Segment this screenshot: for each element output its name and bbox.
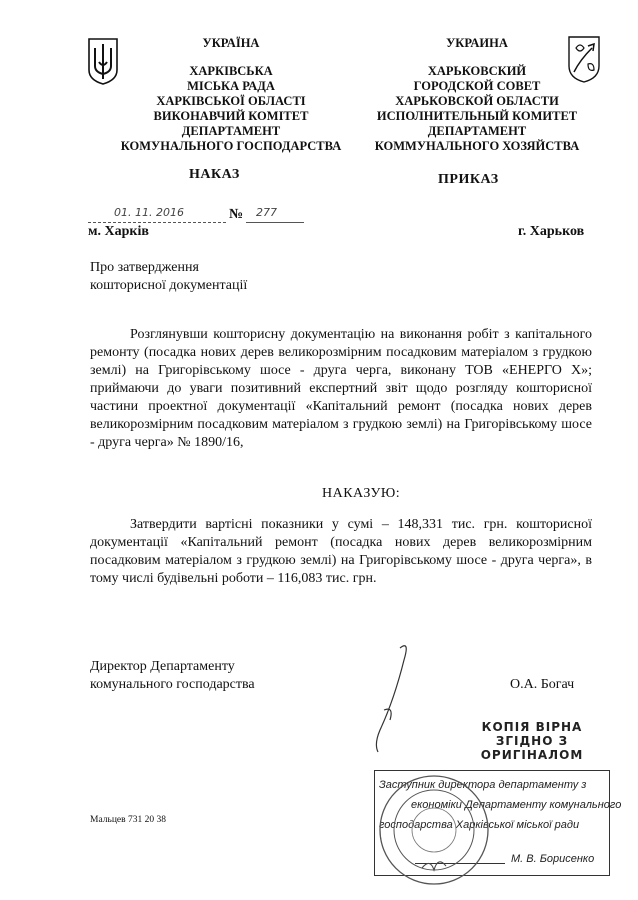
subject-line: Про затвердження xyxy=(90,260,199,275)
city-right: г. Харьков xyxy=(518,224,585,239)
handwritten-signature xyxy=(370,640,450,760)
number-handwritten: 277 xyxy=(256,206,277,219)
doc-type-ua: НАКАЗ xyxy=(189,167,240,182)
header-right xyxy=(362,36,592,154)
signature-position-line: комунального господарства xyxy=(90,677,255,692)
number-sign: № xyxy=(229,207,244,222)
stamp-copy-true xyxy=(474,720,590,762)
body-paragraph-1: Розглянувши кошторисну документацію на виконання робіт з капітального ремонту (посадка нових дерев великорозмірним посадковим матеріалом з грудкою землі) на Григорівському шосе - друга черга, виконану ТОВ «ЕНЕРГО Х»; приймаючи до уваги позитивний експертний звіт щодо розгляду кошторисної частини проектної документації «Капітальний ремонт (посадка нових дерев великорозмірним посадковим матеріалом з грудкою землі) на Григорівському шосе - друга черга» № 1890/16, xyxy=(90,327,592,450)
stamp-certification-line: Заступник директора департаменту з xyxy=(379,779,587,791)
header-right-line: ГОРОДСКОЙ СОВЕТ xyxy=(413,79,541,93)
signature-position xyxy=(90,658,255,694)
stamp-copy-line: ОРИГІНАЛОМ xyxy=(480,748,584,762)
round-seal-icon xyxy=(374,770,494,890)
date-handwritten: 01. 11. 2016 xyxy=(114,206,184,219)
header-left-line: ВИКОНАВЧИЙ КОМІТЕТ xyxy=(153,109,309,123)
stamp-certification-name: М. В. Борисенко xyxy=(511,853,595,865)
header-right-line: ДЕПАРТАМЕНТ xyxy=(427,124,527,138)
stamp-certification-line: економіки Департаменту комунального xyxy=(411,799,622,811)
header-left xyxy=(100,36,362,154)
header-left-country: УКРАЇНА xyxy=(202,36,260,50)
signature-position-line: Директор Департаменту xyxy=(90,659,235,674)
header-right-line: ИСПОЛНИТЕЛЬНЫЙ КОМИТЕТ xyxy=(376,109,578,123)
stamp-copy-line: ЗГІДНО З xyxy=(495,734,569,748)
header-left-line: ДЕПАРТАМЕНТ xyxy=(181,124,281,138)
signature-name: О.А. Богач xyxy=(510,677,575,692)
subject xyxy=(90,259,247,295)
subject-line: кошторисної документації xyxy=(90,278,248,293)
header-left-line: ХАРКІВСЬКОЇ ОБЛАСТІ xyxy=(156,94,306,108)
body-paragraph-2: Затвердити вартісні показники у сумі – 148,331 тис. грн. кошторисної документації «Капітальний ремонт (посадка нових дерев великорозмірним посадковим матеріалом з грудкою землі) на Григорівському шосе - друга черга», в тому числі будівельні роботи – 116,083 тис. грн. xyxy=(90,517,592,586)
date-number-line xyxy=(88,206,308,224)
number-underline xyxy=(246,222,304,223)
header-right-line: ХАРЬКОВСКИЙ xyxy=(427,64,527,78)
footer-executor: Мальцев 731 20 38 xyxy=(90,815,166,825)
header-left-line: МІСЬКА РАДА xyxy=(187,79,275,93)
header-left-line: КОМУНАЛЬНОГО ГОСПОДАРСТВА xyxy=(120,139,342,153)
header-right-line: КОММУНАЛЬНОГО ХОЗЯЙСТВА xyxy=(374,139,580,153)
stamp-certification-line: господарства Харківської міської ради xyxy=(379,819,580,831)
order-heading: НАКАЗУЮ: xyxy=(322,486,401,501)
city-left: м. Харків xyxy=(88,224,149,239)
header-left-line: ХАРКІВСЬКА xyxy=(189,64,273,78)
stamp-copy-line: КОПІЯ ВІРНА xyxy=(481,720,583,734)
doc-type-ru: ПРИКАЗ xyxy=(438,172,499,187)
header-right-line: ХАРЬКОВСКОЙ ОБЛАСТИ xyxy=(395,94,559,108)
header-right-country: УКРАИНА xyxy=(446,36,508,50)
